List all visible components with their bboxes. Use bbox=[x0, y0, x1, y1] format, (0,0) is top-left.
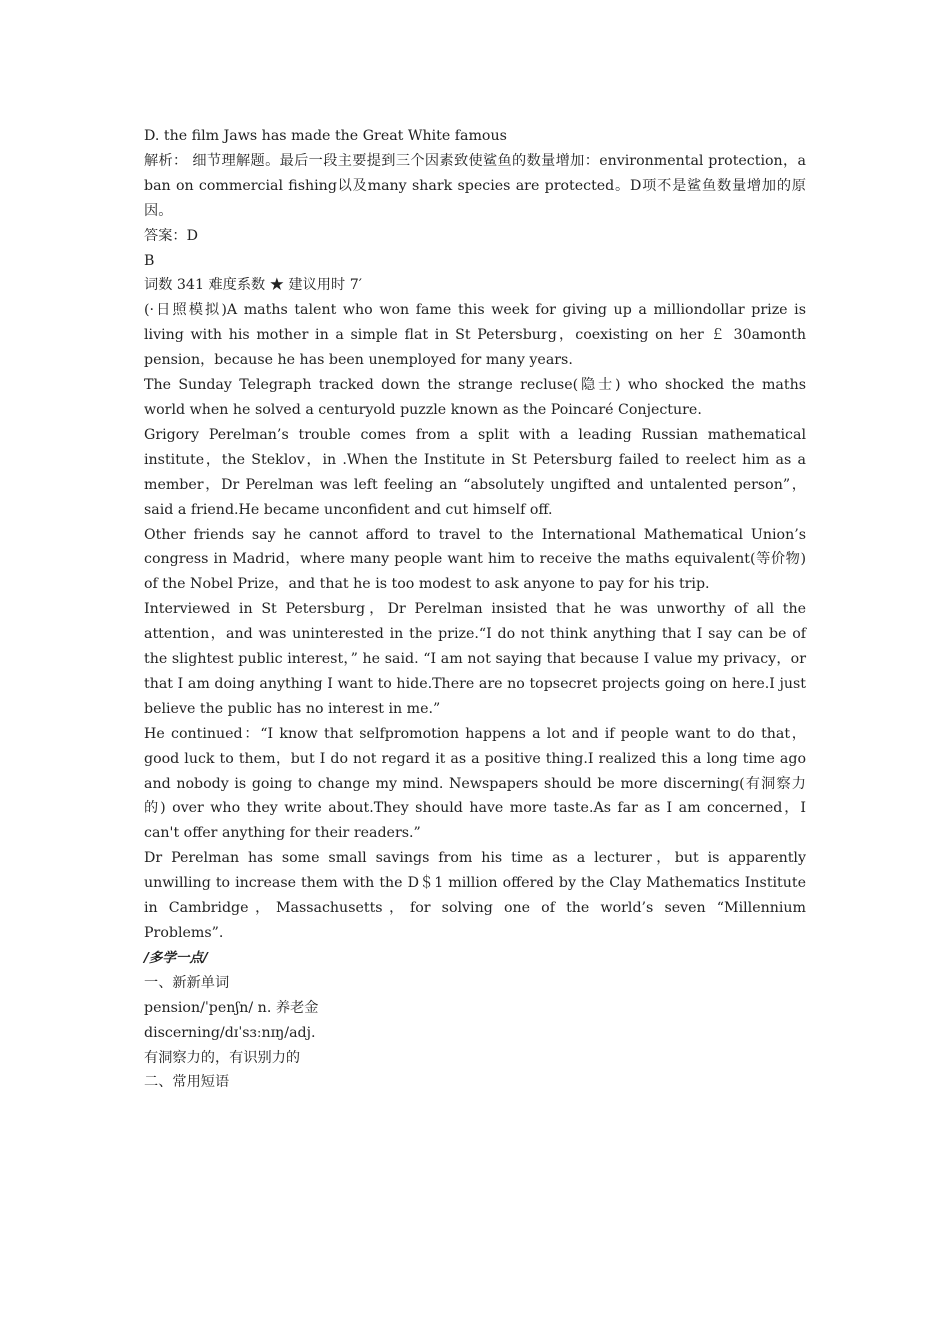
option-d: D. the film Jaws has made the Great White famous bbox=[144, 128, 507, 144]
passage-paragraph-1: (·日照模拟)A maths talent who won fame this week for giving up a milliondollar prize is living with his mother in a simple flat in St Petersburg，coexisting on her ￡ 30amonth pension，because he has been unemployed for many years. bbox=[144, 302, 806, 369]
extra-section-tag-line bbox=[144, 946, 806, 971]
passage-paragraph-2: The Sunday Telegraph tracked down the strange recluse(隐士) who shocked the maths world when he solved a centuryold puzzle known as the Poincaré Conjecture. bbox=[144, 377, 806, 418]
passage-label: B bbox=[144, 252, 155, 269]
passage-paragraph-4: Other friends say he cannot afford to travel to the International Mathematical Union’s congress in Madrid，where many people want him to receive the maths equivalent(等价物) of the Nobel Prize，and that he is too modest to ask anyone to pay for his trip. bbox=[144, 526, 806, 593]
vocab-discerning-definition: 有洞察力的，有识别力的 bbox=[144, 1049, 301, 1066]
vocab-heading: 一、新新单词 bbox=[144, 974, 230, 991]
vocab-discerning: discerning/dɪˈsɜːnɪŋ/adj. bbox=[144, 1024, 316, 1041]
passage-meta: 词数 341 难度系数 ★ 建议用时 7′ bbox=[144, 277, 362, 294]
passage-paragraph-3: Grigory Perelman’s trouble comes from a split with a leading Russian mathematical institute，the Steklov，in .When the Institute in St Petersburg failed to reelect him as a member，Dr Perelman was left feeling an “absolutely ungifted and untalented person”，said a friend.He became unconfident and cut himself off. bbox=[144, 426, 806, 518]
document-page bbox=[144, 124, 806, 1095]
answer-text: 答案：D bbox=[144, 227, 198, 244]
passage-paragraph-5: Interviewed in St Petersburg，Dr Perelman insisted that he was unworthy of all the attention，and was uninterested in the prize.“I do not think anything that I say can be of the slightest public interest，” he said. “I am not saying that because I value my privacy，or that I am doing anything I want to hide.There are no topsecret projects going on here.I just believe the public has no interest in me.” bbox=[144, 601, 806, 717]
passage-paragraph-7: Dr Perelman has some small savings from his time as a lecturer，but is apparently unwilling to increase them with the D＄1 million offered by the Clay Mathematics Institute in Cambridge，Massachusetts，for solving one of the world’s seven “Millennium Problems”. bbox=[144, 850, 806, 941]
passage-paragraph-6: He continued：“I know that selfpromotion happens a lot and if people want to do that，good luck to them，but I do not regard it as a positive thing.I realized this a long time ago and nobody is going to change my mind. Newspapers should be more discerning(有洞察力的) over who they write about.They should have more taste.As far as I am concerned，I can't offer anything for their readers.” bbox=[144, 725, 806, 842]
analysis-text: 解析： 细节理解题。最后一段主要提到三个因素致使鲨鱼的数量增加：environmental protection，a ban on commercial fishing以及many shark species are protected。D项不是鲨鱼数量增加的原因。 bbox=[144, 152, 806, 219]
extra-section-tag: /多学一点/ bbox=[144, 949, 208, 966]
vocab-pension: pension/ˈpenʃn/ n. 养老金 bbox=[144, 999, 319, 1016]
phrase-heading: 二、常用短语 bbox=[144, 1074, 230, 1091]
